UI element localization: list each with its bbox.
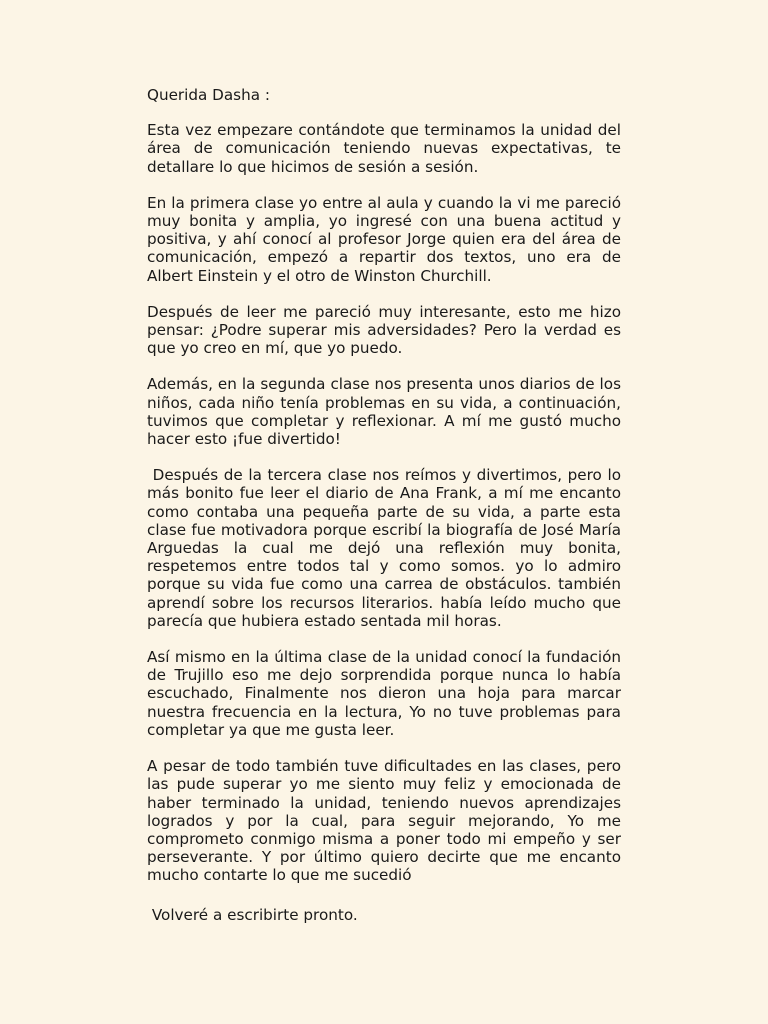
paragraph-7: A pesar de todo también tuve dificultades en las clases, pero las pude superar yo me siento muy feliz y emocionada de haber terminado la unidad, teniendo nuevos aprendizajes logrados y por la cual, para seguir mejorando, Yo me comprometo conmigo misma a poner todo mi empeño y ser perseverante. Y por último quiero decirte que me encanto mucho contarte lo que me sucedió (147, 757, 626, 885)
paragraph-5: Después de la tercera clase nos reímos y divertimos, pero lo más bonito fue leer el diario de Ana Frank, a mí me encanto como contaba una pequeña parte de su vida, a parte esta clase fue motivadora porque escribí la biografía de José María Arguedas la cual me dejó una reflexión muy bonita, respetemos entre todos tal y como somos. yo lo admiro porque su vida fue como una carrea de obstáculos. también aprendí sobre los recursos literarios. había leído mucho que parecía que hubiera estado sentada mil horas. (147, 466, 626, 630)
paragraph-2: En la primera clase yo entre al aula y cuando la vi me pareció muy bonita y amplia, yo ingresé con una buena actitud y positiva, y ahí conocí al profesor Jorge quien era del área de comunicación, empezó a repartir dos textos, uno era de Albert Einstein y el otro de Winston Churchill. (147, 193, 626, 285)
paragraph-6: Así mismo en la última clase de la unidad conocí la fundación de Trujillo eso me dejo sorprendida porque nunca lo había escuchado, Finalmente nos dieron una hoja para marcar nuestra frecuencia en la lectura, Yo no tuve problemas para completar ya que me gusta leer. (147, 648, 626, 739)
paragraph-4: Además, en la segunda clase nos presenta unos diarios de los niños, cada niño tenía problemas en su vida, a continuación, tuvimos que completar y reflexionar. A mí me gustó mucho hacer esto ¡fue divertido! (147, 375, 626, 449)
paragraph-3: Después de leer me pareció muy interesante, esto me hizo pensar: ¿Podre superar mis adversidades? Pero la verdad es que yo creo en mí, que yo puedo. (147, 302, 626, 358)
paragraph-1: Esta vez empezare contándote que terminamos la unidad del área de comunicación teniendo nuevas expectativas, te detallare lo que hicimos de sesión a sesión. (147, 121, 626, 176)
letter-salutation: Querida Dasha : (147, 86, 270, 104)
letter-closing: Volveré a escribirte pronto. (147, 905, 358, 924)
letter-body (147, 86, 626, 924)
